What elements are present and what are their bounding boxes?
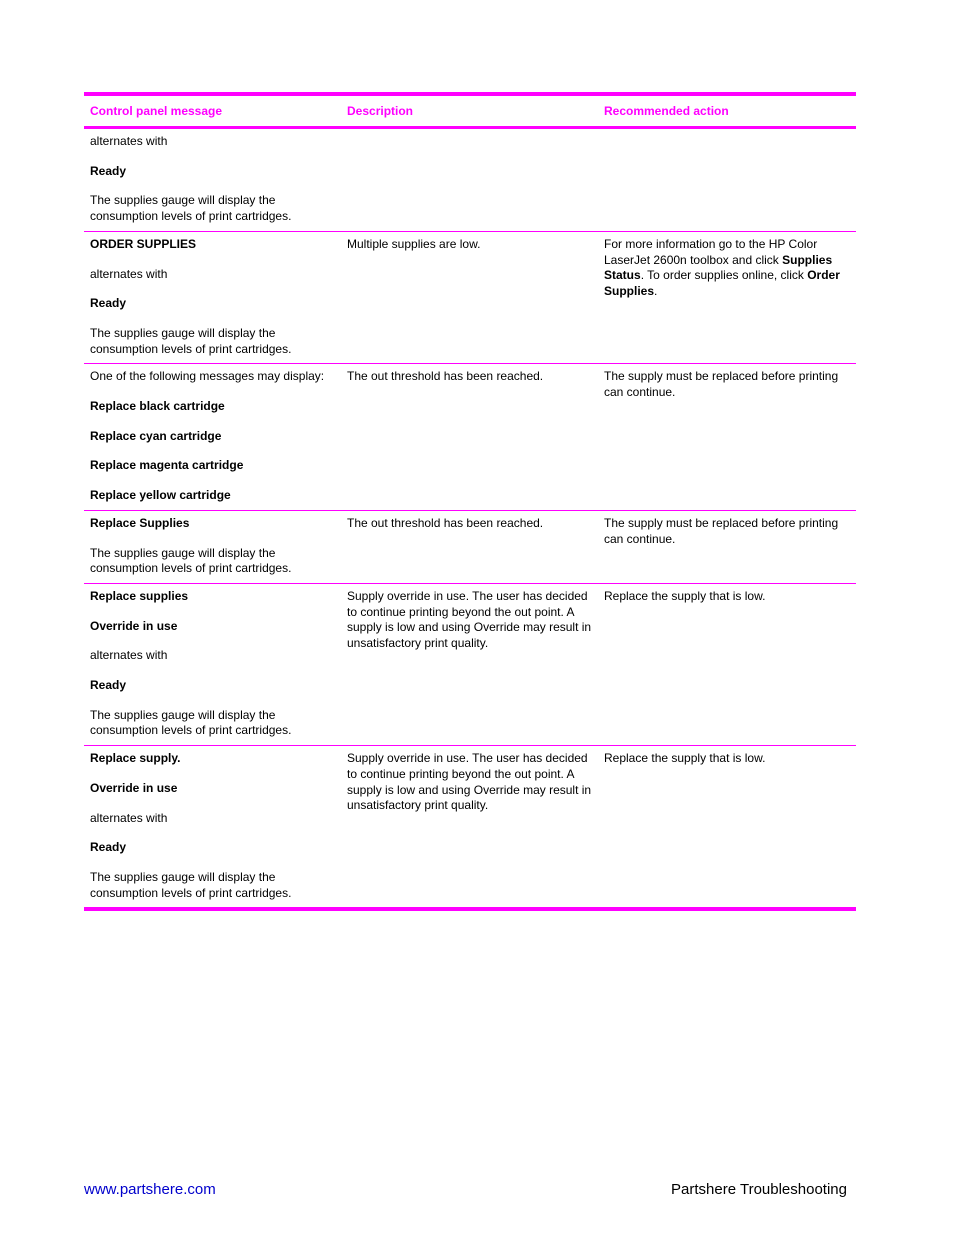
description-paragraph — [347, 369, 592, 385]
cell-recommended-action — [598, 128, 856, 232]
header-control-panel-message: Control panel message — [90, 104, 223, 118]
text-run: The out threshold has been reached. — [347, 515, 544, 530]
message-note: The supplies gauge will display the consumption levels of print cartridges. — [90, 869, 292, 900]
footer-section-title: Partshere Troubleshooting — [671, 1181, 847, 1198]
message-note: One of the following messages may display: — [90, 369, 325, 384]
description-paragraph — [347, 516, 592, 532]
panel-message-text: ORDER SUPPLIES — [90, 236, 197, 251]
text-run: The out threshold has been reached. — [347, 369, 544, 384]
cell-control-panel-message — [84, 583, 341, 745]
text-run: Supply override in use. The user has decided to continue printing beyond the out point. A supply is low and using Override may result in unsatisfactory print quality. — [347, 588, 592, 651]
footer-website-link[interactable]: www.partshere.com — [84, 1181, 216, 1198]
cell-recommended-action — [598, 583, 856, 745]
cell-description — [341, 364, 598, 511]
cell-recommended-action — [598, 364, 856, 511]
table-row — [84, 128, 856, 232]
table-header — [84, 94, 856, 128]
text-run: Multiple supplies are low. — [347, 236, 481, 251]
header-recommended-action: Recommended action — [604, 104, 729, 118]
message-note: alternates with — [90, 810, 168, 825]
text-run: The supply must be replaced before printing can continue. — [604, 515, 839, 546]
troubleshooting-table-container — [84, 92, 856, 911]
panel-message-text: Replace supply. — [90, 751, 181, 766]
panel-message-text: Replace magenta cartridge — [90, 458, 244, 473]
description-paragraph — [347, 237, 592, 253]
panel-message-text: Ready — [90, 678, 127, 693]
text-run: The supply must be replaced before printing can continue. — [604, 369, 839, 400]
table-row — [84, 510, 856, 583]
panel-message-text: Replace black cartridge — [90, 399, 225, 414]
action-paragraph — [604, 589, 850, 605]
action-paragraph — [604, 751, 850, 767]
header-row — [84, 94, 856, 128]
cell-description — [341, 231, 598, 364]
table-row — [84, 364, 856, 511]
message-note: alternates with — [90, 134, 168, 148]
text-run: . — [654, 283, 658, 298]
cell-description — [341, 746, 598, 910]
action-paragraph — [604, 237, 850, 300]
table-row — [84, 746, 856, 910]
panel-message-text: Replace cyan cartridge — [90, 428, 222, 443]
text-run: Replace the supply that is low. — [604, 588, 766, 603]
message-note: alternates with — [90, 648, 168, 663]
cell-control-panel-message — [84, 231, 341, 364]
text-run: Supply override in use. The user has decided to continue printing beyond the out point. A supply is low and using Override may result in unsatisfactory print quality. — [347, 751, 592, 813]
panel-message-text: Ready — [90, 840, 127, 855]
cell-control-panel-message — [84, 746, 341, 910]
panel-message-text: Ready — [90, 163, 127, 178]
description-paragraph — [347, 751, 592, 814]
panel-message-text: Replace Supplies — [90, 515, 190, 530]
cell-control-panel-message — [84, 128, 341, 232]
text-run: Replace the supply that is low. — [604, 751, 766, 766]
cell-recommended-action — [598, 746, 856, 910]
emphasized-term: Order Supplies — [604, 268, 840, 298]
action-paragraph — [604, 516, 850, 547]
message-note: alternates with — [90, 266, 168, 281]
message-note: The supplies gauge will display the consumption levels of print cartridges. — [90, 193, 292, 224]
text-run: For more information go to the HP Color LaserJet 2600n toolbox and click — [604, 236, 818, 267]
action-paragraph — [604, 369, 850, 400]
message-note: The supplies gauge will display the consumption levels of print cartridges. — [90, 545, 292, 576]
text-run: . To order supplies online, click — [640, 268, 808, 283]
table-body — [84, 128, 856, 910]
panel-message-text: Override in use — [90, 780, 178, 795]
description-paragraph — [347, 589, 592, 652]
table-row — [84, 583, 856, 745]
cell-recommended-action — [598, 231, 856, 364]
emphasized-term: Supplies Status — [604, 252, 833, 283]
cell-description — [341, 583, 598, 745]
table-row — [84, 231, 856, 364]
header-description: Description — [347, 104, 414, 118]
panel-message-text: Override in use — [90, 618, 178, 633]
panel-message-text: Replace supplies — [90, 588, 189, 603]
message-note: The supplies gauge will display the consumption levels of print cartridges. — [90, 325, 292, 356]
cell-control-panel-message — [84, 364, 341, 511]
panel-message-text: Replace yellow cartridge — [90, 488, 231, 503]
cell-description — [341, 510, 598, 583]
message-note: The supplies gauge will display the consumption levels of print cartridges. — [90, 707, 292, 738]
cell-description — [341, 128, 598, 232]
cell-control-panel-message — [84, 510, 341, 583]
panel-message-text: Ready — [90, 296, 127, 311]
cell-recommended-action — [598, 510, 856, 583]
message-table — [84, 92, 856, 911]
